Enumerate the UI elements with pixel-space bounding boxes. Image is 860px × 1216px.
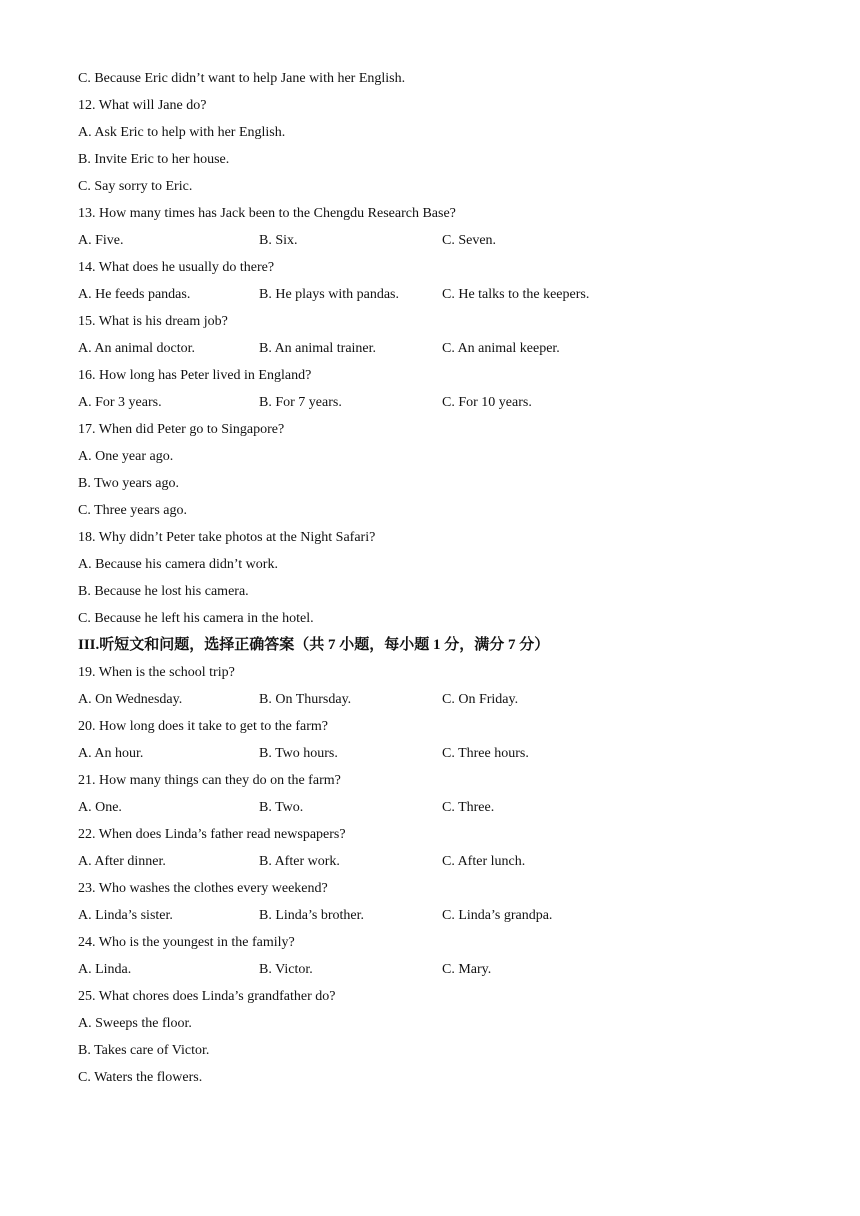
answer-option: A. An hour. xyxy=(78,746,144,761)
answer-option: C. He talks to the keepers. xyxy=(442,287,590,302)
text-line: 21. How many things can they do on the farm? xyxy=(78,773,341,788)
answer-option: A. Linda’s sister. xyxy=(78,908,173,923)
answer-option: B. Victor. xyxy=(259,962,313,977)
text-line: A. One year ago. xyxy=(78,449,174,464)
text-line: B. Because he lost his camera. xyxy=(78,584,249,599)
text-line: 16. How long has Peter lived in England? xyxy=(78,368,312,383)
text-line: C. Because Eric didn’t want to help Jane with her English. xyxy=(78,71,406,86)
answer-option: A. He feeds pandas. xyxy=(78,287,191,302)
answer-option: B. For 7 years. xyxy=(259,395,342,410)
answer-option: A. For 3 years. xyxy=(78,395,162,410)
text-line: B. Takes care of Victor. xyxy=(78,1043,210,1058)
answer-option: A. After dinner. xyxy=(78,854,166,869)
text-line: 12. What will Jane do? xyxy=(78,98,207,113)
answer-option: B. He plays with pandas. xyxy=(259,287,399,302)
answer-option: B. An animal trainer. xyxy=(259,341,377,356)
answer-option: C. An animal keeper. xyxy=(442,341,560,356)
answer-option: C. For 10 years. xyxy=(442,395,532,410)
text-line: 22. When does Linda’s father read newspapers? xyxy=(78,827,346,842)
text-line: C. Three years ago. xyxy=(78,503,187,518)
answer-option: A. An animal doctor. xyxy=(78,341,196,356)
text-line: 19. When is the school trip? xyxy=(78,665,235,680)
text-line: 25. What chores does Linda’s grandfather do? xyxy=(78,989,336,1004)
text-line: A. Because his camera didn’t work. xyxy=(78,557,278,572)
answer-option: C. Linda’s grandpa. xyxy=(442,908,553,923)
text-line: C. Say sorry to Eric. xyxy=(78,179,193,194)
text-line: B. Two years ago. xyxy=(78,476,180,491)
text-line: 13. How many times has Jack been to the Chengdu Research Base? xyxy=(78,206,456,221)
answer-option: A. Linda. xyxy=(78,962,132,977)
answer-option: B. On Thursday. xyxy=(259,692,352,707)
answer-option: C. Mary. xyxy=(442,962,492,977)
answer-option: C. On Friday. xyxy=(442,692,519,707)
answer-option: C. Seven. xyxy=(442,233,497,248)
text-line: 18. Why didn’t Peter take photos at the Night Safari? xyxy=(78,530,376,545)
text-line: 14. What does he usually do there? xyxy=(78,260,275,275)
answer-option: C. After lunch. xyxy=(442,854,526,869)
section-heading: III.听短文和问题，选择正确答案（共 7 小题，每小题 1 分，满分 7 分） xyxy=(78,637,550,653)
text-line: 24. Who is the youngest in the family? xyxy=(78,935,295,950)
text-line: 20. How long does it take to get to the farm? xyxy=(78,719,328,734)
text-line: A. Ask Eric to help with her English. xyxy=(78,125,286,140)
answer-option: C. Three. xyxy=(442,800,495,815)
answer-option: C. Three hours. xyxy=(442,746,529,761)
text-line: B. Invite Eric to her house. xyxy=(78,152,230,167)
answer-option: A. Five. xyxy=(78,233,124,248)
answer-option: A. On Wednesday. xyxy=(78,692,183,707)
answer-option: A. One. xyxy=(78,800,122,815)
text-line: C. Because he left his camera in the hotel. xyxy=(78,611,314,626)
answer-option: B. Six. xyxy=(259,233,298,248)
text-line: A. Sweeps the floor. xyxy=(78,1016,192,1031)
text-line: C. Waters the flowers. xyxy=(78,1070,203,1085)
text-line: 17. When did Peter go to Singapore? xyxy=(78,422,285,437)
answer-option: B. Two hours. xyxy=(259,746,338,761)
text-line: 15. What is his dream job? xyxy=(78,314,228,329)
answer-option: B. Linda’s brother. xyxy=(259,908,364,923)
answer-option: B. After work. xyxy=(259,854,340,869)
text-line: 23. Who washes the clothes every weekend? xyxy=(78,881,328,896)
answer-option: B. Two. xyxy=(259,800,304,815)
